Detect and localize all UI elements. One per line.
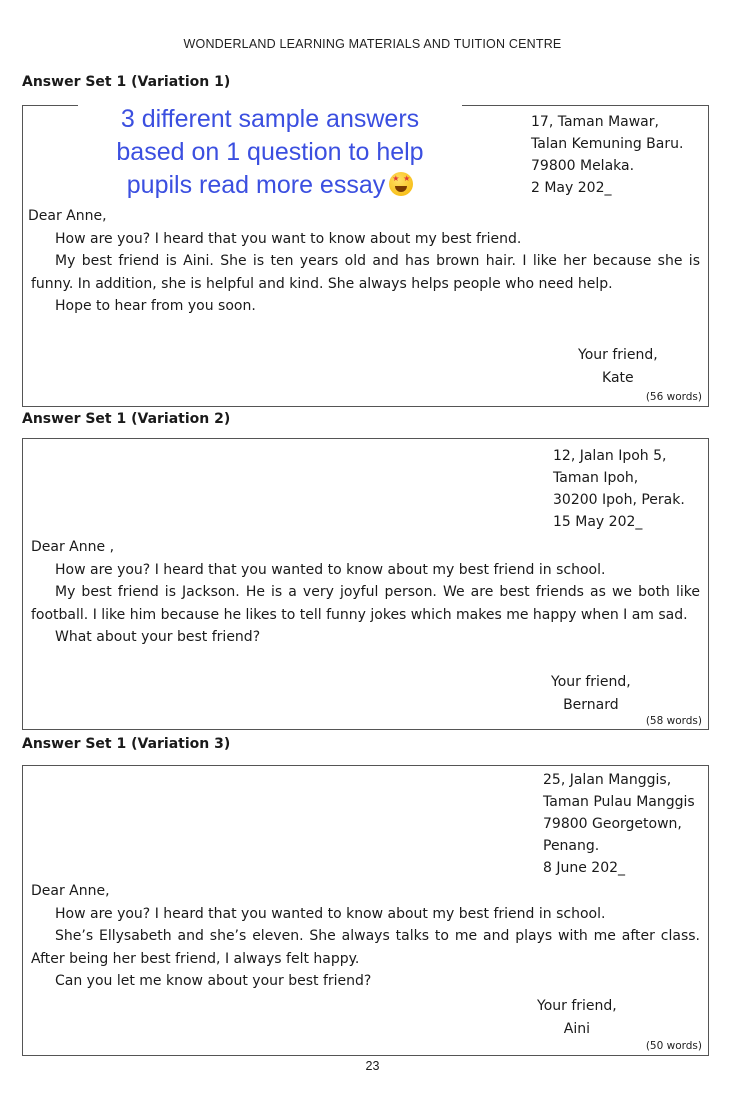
signature: Kate [602,370,634,386]
paragraph: How are you? I heard that you wanted to know about my best friend in school. [55,561,606,578]
star-struck-face-icon [389,172,413,196]
address-line: 30200 Ipoh, Perak. [553,492,685,508]
address-line: 2 May 202_ [531,180,612,196]
letter-body [31,880,700,993]
salutation: Dear Anne, [31,883,110,899]
page-number: 23 [365,1059,380,1073]
address-block [531,111,683,199]
word-count: (58 words) [645,715,702,727]
closing-block [537,995,617,1041]
address-block [553,445,685,533]
set-3-title: Answer Set 1 (Variation 3) [22,736,231,752]
address-line: Penang. [543,838,600,854]
closing: Your friend, [537,998,617,1014]
word-count: (50 words) [645,1040,702,1052]
address-block [543,769,695,879]
word-count: (56 words) [645,391,702,403]
letter-box-3 [22,765,709,1056]
page-header: WONDERLAND LEARNING MATERIALS AND TUITION CENTRE [183,37,562,51]
promo-banner [78,97,462,207]
address-line: 79800 Georgetown, [543,816,682,832]
paragraph: Hope to hear from you soon. [55,298,256,314]
letter-box-2 [22,438,709,730]
address-line: Taman Ipoh, [553,470,639,486]
banner-line: 3 different sample answers [120,105,420,133]
paragraph: How are you? I heard that you want to know about my best friend. [55,230,522,247]
address-line: Taman Pulau Manggis [543,794,695,810]
set-2-title: Answer Set 1 (Variation 2) [22,411,231,427]
banner-line-with-emoji [78,169,462,202]
paragraph: What about your best friend? [55,629,261,645]
closing: Your friend, [551,674,631,690]
paragraph: How are you? I heard that you wanted to know about my best friend in school. [55,905,606,922]
closing-block [578,344,658,390]
banner-line: based on 1 question to help [116,138,424,166]
salutation: Dear Anne, [28,208,107,224]
paragraph: My best friend is Jackson. He is a very joyful person. We are best friends as we both like football. I like him because he likes to tell funny jokes which makes me happy when I am sad. [31,584,700,623]
address-line: 17, Taman Mawar, [531,114,659,130]
paragraph: My best friend is Aini. She is ten years old and has brown hair. I like her because she is funny. In addition, she is helpful and kind. She always helps people who need help. [31,253,700,292]
address-line: 15 May 202_ [553,514,643,530]
address-line: 12, Jalan Ipoh 5, [553,448,667,464]
signature: Aini [563,1021,590,1037]
signature: Bernard [563,697,619,713]
closing-block [551,671,631,717]
closing: Your friend, [578,347,658,363]
paragraph: She’s Ellysabeth and she’s eleven. She always talks to me and plays with me after class. After being her best friend, I always felt happy. [31,928,700,967]
letter-body [31,536,700,649]
salutation: Dear Anne , [31,539,115,555]
address-line: Talan Kemuning Baru. [531,136,684,152]
address-line: 25, Jalan Manggis, [543,772,672,788]
letter-body [28,205,700,318]
set-1-title: Answer Set 1 (Variation 1) [22,74,231,90]
paragraph: Can you let me know about your best friend? [55,973,372,989]
address-line: 79800 Melaka. [531,158,635,174]
address-line: 8 June 202_ [543,860,626,876]
banner-line: pupils read more essay [126,171,386,199]
